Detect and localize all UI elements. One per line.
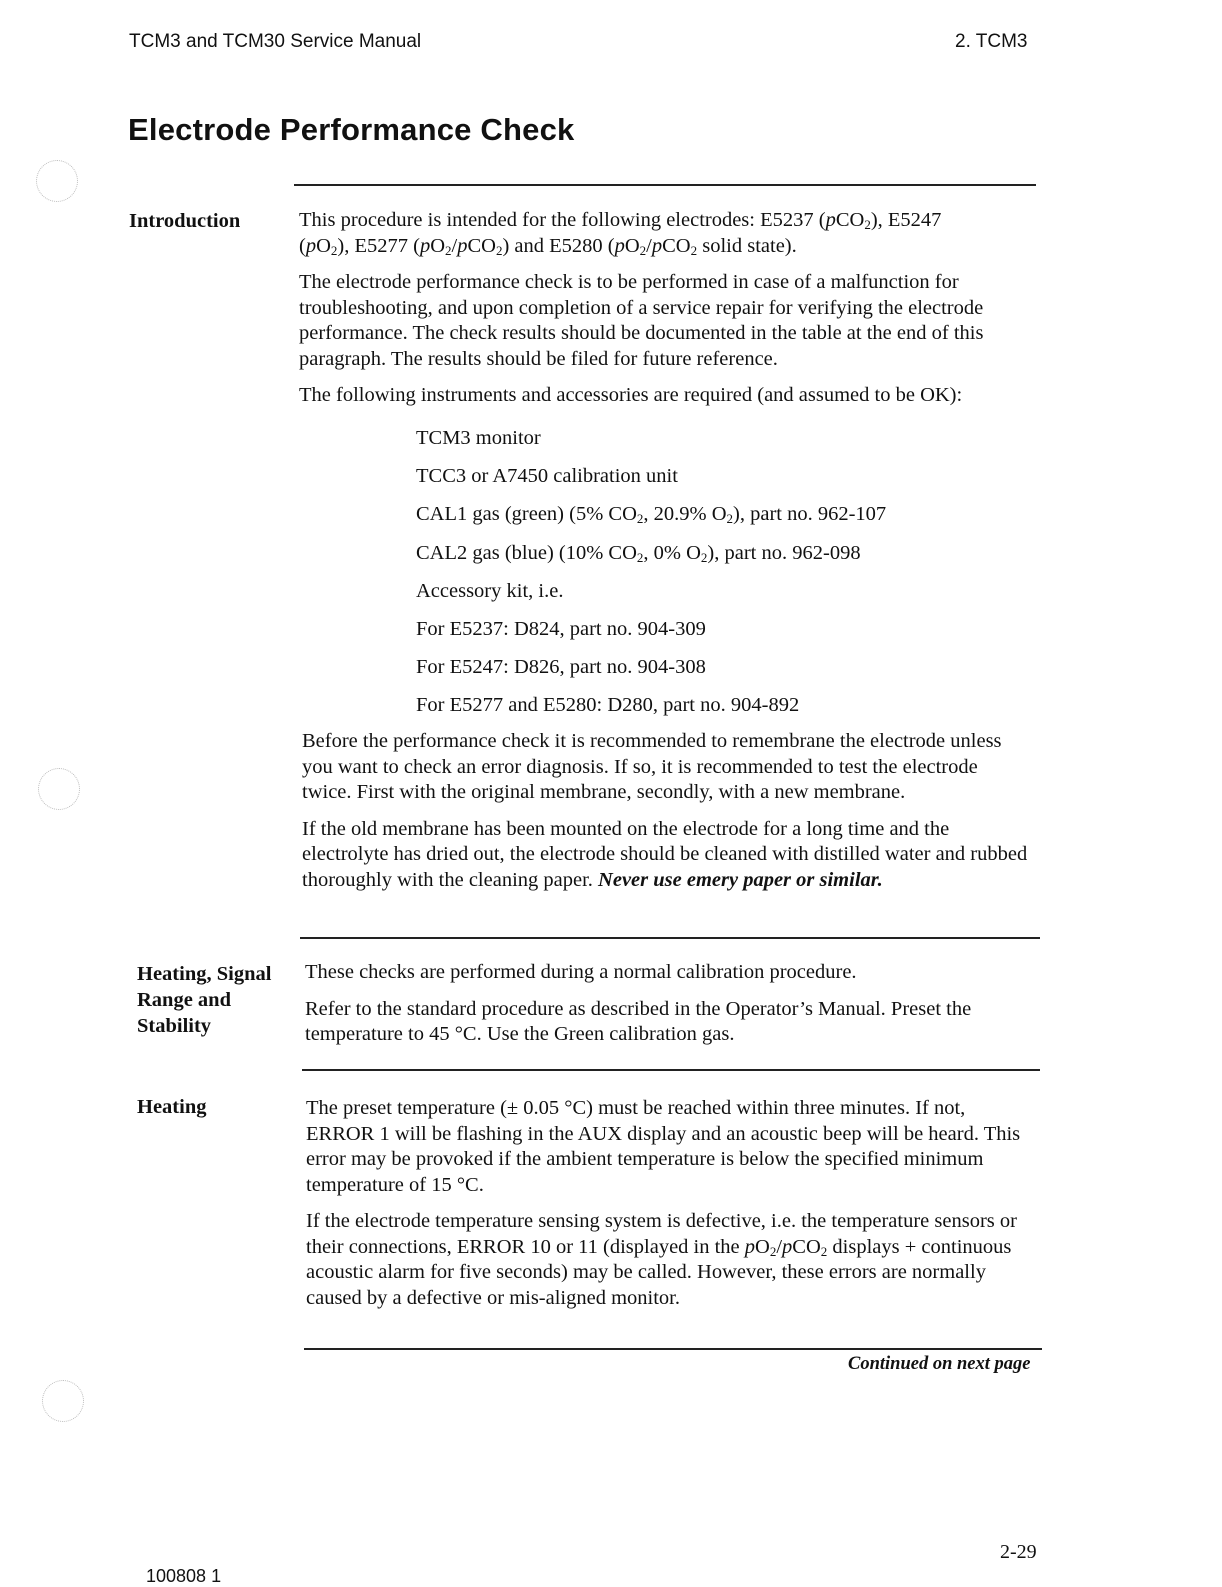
running-header-title: TCM3 and TCM30 Service Manual	[129, 31, 422, 52]
list-item: For E5247: D826, part no. 904-308	[416, 656, 706, 679]
punch-hole-middle	[38, 768, 80, 810]
required-items-list	[416, 425, 1036, 731]
heating-signal-paragraph-2: Refer to the standard procedure as described in the Operator’s Manual. Preset the temperature to 45 °C. Use the Green calibration gas.	[305, 997, 972, 1045]
section-heading-heating-signal-range-stability: Heating, Signal Range and Stability	[137, 963, 272, 1037]
running-header-chapter: 2. TCM3	[955, 31, 1028, 52]
page-number: 2-29	[1000, 1541, 1037, 1563]
heating-signal-paragraph-1: These checks are performed during a normal calibration procedure.	[305, 961, 857, 983]
warning-text: Never use emery paper or similar.	[598, 868, 883, 891]
introduction-body	[299, 208, 1034, 420]
list-item: Accessory kit, i.e.	[416, 579, 564, 602]
list-item: TCM3 monitor	[416, 427, 541, 449]
intro-paragraph-requirements: The following instruments and accessories are required (and assumed to be OK):	[299, 384, 963, 406]
heating-paragraph-1: The preset temperature (± 0.05 °C) must be reached within three minutes. If not, ERROR 1 will be flashing in the AUX display and an acoustic beep will be heard. This error may be provoked if the ambient temperature is below the specified minimum temperature of 15 °C.	[306, 1097, 1021, 1196]
list-item: CAL1 gas (green) (5% $CO_2$, 20.9% $O_2$), part no. 962-107	[416, 503, 887, 527]
heating-paragraph-2: If the electrode temperature sensing system is defective, i.e. the temperature sensors or their connections, ERROR 10 or 11 (displayed in the $pO_2/pCO_2$ displays + continuous acoustic alarm for five seconds) may be called. However, these errors are normally caused by a defective or mis-aligned monitor.	[306, 1210, 1017, 1309]
list-item: For E5277 and E5280: D280, part no. 904-892	[416, 694, 800, 717]
intro-paragraph-purpose: The electrode performance check is to be performed in case of a malfunction for troubleshooting, and upon completion of a service repair for verifying the electrode performance. The check results should be documented in the table at the end of this paragraph. The results should be filed for future reference.	[299, 271, 984, 370]
section-divider	[300, 937, 1040, 939]
continued-on-next-page: Continued on next page	[848, 1354, 1031, 1374]
section-heading-heating: Heating	[137, 1096, 207, 1118]
page-title: Electrode Performance Check	[128, 112, 575, 147]
punch-hole-bottom	[42, 1380, 84, 1422]
intro-paragraph-remembrane: Before the performance check it is recommended to remembrane the electrode unless you want to check an error diagnosis. If so, it is recommended to test the electrode twice. First with the original membrane, secondly, with a new membrane.	[302, 730, 1002, 803]
footer-doc-number: 100808 1	[146, 1566, 222, 1586]
section-divider	[302, 1069, 1040, 1071]
intro-paragraph-electrodes: This procedure is intended for the following electrodes: E5237 (pCO$_2$), E5247 $(pO_2)$, E5277 $(pO_2/pCO_2)$ and E5280 ($pO_2/pCO_2$ solid state).	[299, 209, 942, 258]
section-divider	[304, 1348, 1042, 1350]
list-item: CAL2 gas (blue) (10% $CO_2$, 0% $O_2$), part no. 962-098	[416, 541, 861, 565]
heating-signal-body	[305, 960, 1035, 1059]
section-divider	[294, 184, 1036, 186]
list-item: TCC3 or A7450 calibration unit	[416, 465, 678, 488]
list-item: For E5237: D824, part no. 904-309	[416, 617, 706, 640]
section-heading-introduction: Introduction	[129, 210, 241, 232]
punch-hole-top	[36, 160, 78, 202]
introduction-body-continued	[302, 729, 1032, 904]
heating-body	[306, 1096, 1034, 1322]
intro-paragraph-cleaning: If the old membrane has been mounted on the electrode for a long time and the electrolyte has dried out, the electrode should be cleaned with distilled water and rubbed thoroughly with the cleaning paper. Never use emery paper or similar.	[302, 817, 1028, 891]
